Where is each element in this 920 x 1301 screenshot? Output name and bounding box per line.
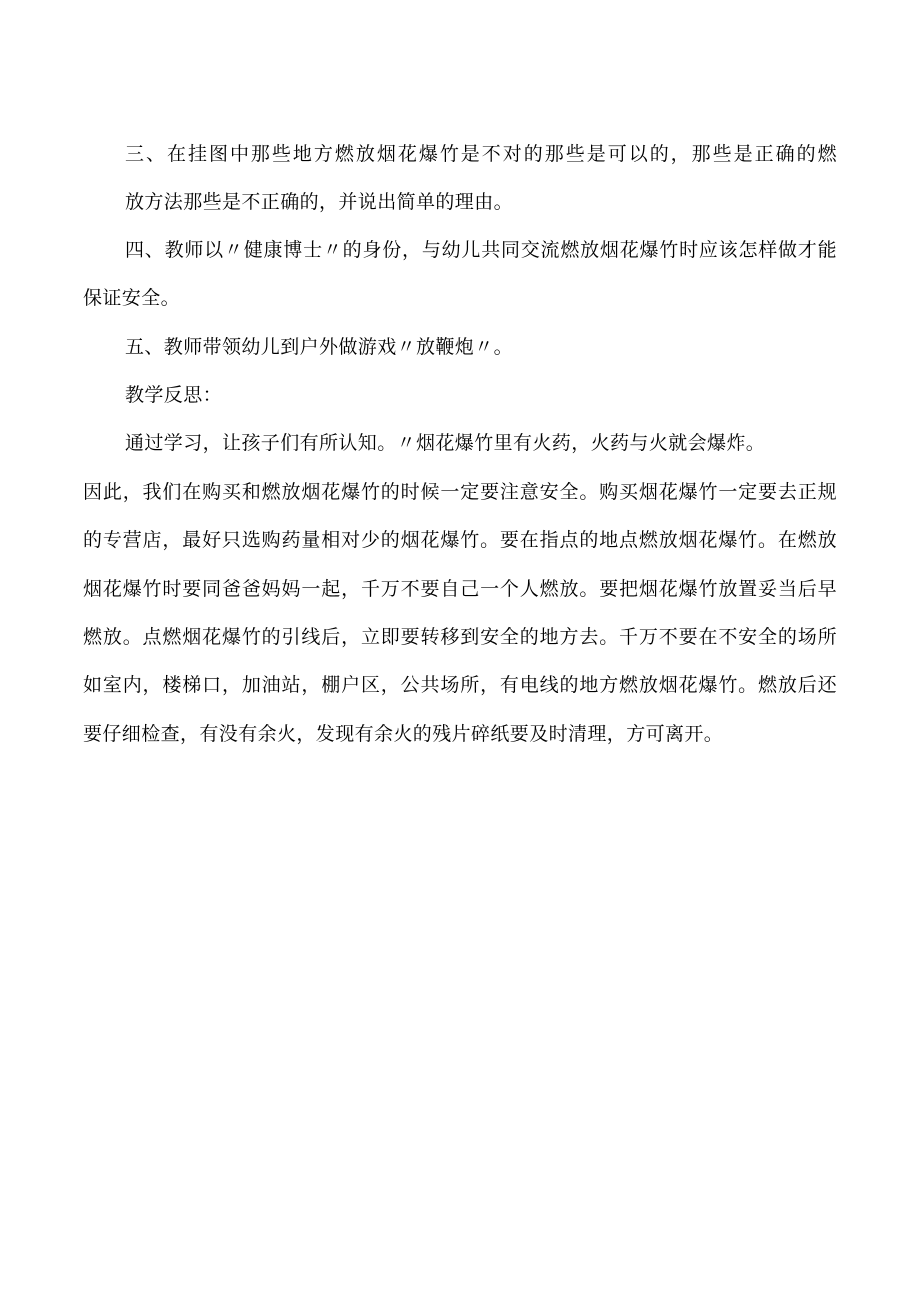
text-line-4: 保证安全。 bbox=[83, 287, 181, 309]
text-line-10: 烟花爆竹时要同爸爸妈妈一起，千万不要自己一个人燃放。要把烟花爆竹放置妥当后早 bbox=[83, 578, 837, 600]
text-line-2: 放方法那些是不正确的，并说出简单的理由。 bbox=[125, 191, 514, 213]
text-line-9: 的专营店，最好只选购药量相对少的烟花爆竹。要在指点的地点燃放烟花爆竹。在燃放 bbox=[83, 529, 837, 551]
text-line-12: 如室内，楼梯口，加油站，棚户区，公共场所，有电线的地方燃放烟花爆竹。燃放后还 bbox=[83, 674, 837, 696]
section-heading-reflection: 教学反思： bbox=[125, 384, 223, 406]
text-line-1: 三、在挂图中那些地方燃放烟花爆竹是不对的那些是可以的，那些是正确的燃 bbox=[125, 143, 837, 165]
text-line-7: 通过学习，让孩子们有所认知。〃烟花爆竹里有火药，火药与火就会爆炸。 bbox=[125, 432, 766, 454]
text-line-5: 五、教师带领幼儿到户外做游戏〃放鞭炮〃。 bbox=[125, 336, 514, 358]
text-line-8: 因此，我们在购买和燃放烟花爆竹的时候一定要注意安全。购买烟花爆竹一定要去正规 bbox=[83, 481, 837, 503]
text-line-3: 四、教师以〃健康博士〃的身份，与幼儿共同交流燃放烟花爆竹时应该怎样做才能 bbox=[125, 239, 837, 261]
text-line-13: 要仔细检查，有没有余火，发现有余火的残片碎纸要及时清理，方可离开。 bbox=[83, 723, 724, 745]
text-line-11: 燃放。点燃烟花爆竹的引线后，立即要转移到安全的地方去。千万不要在不安全的场所 bbox=[83, 626, 837, 648]
